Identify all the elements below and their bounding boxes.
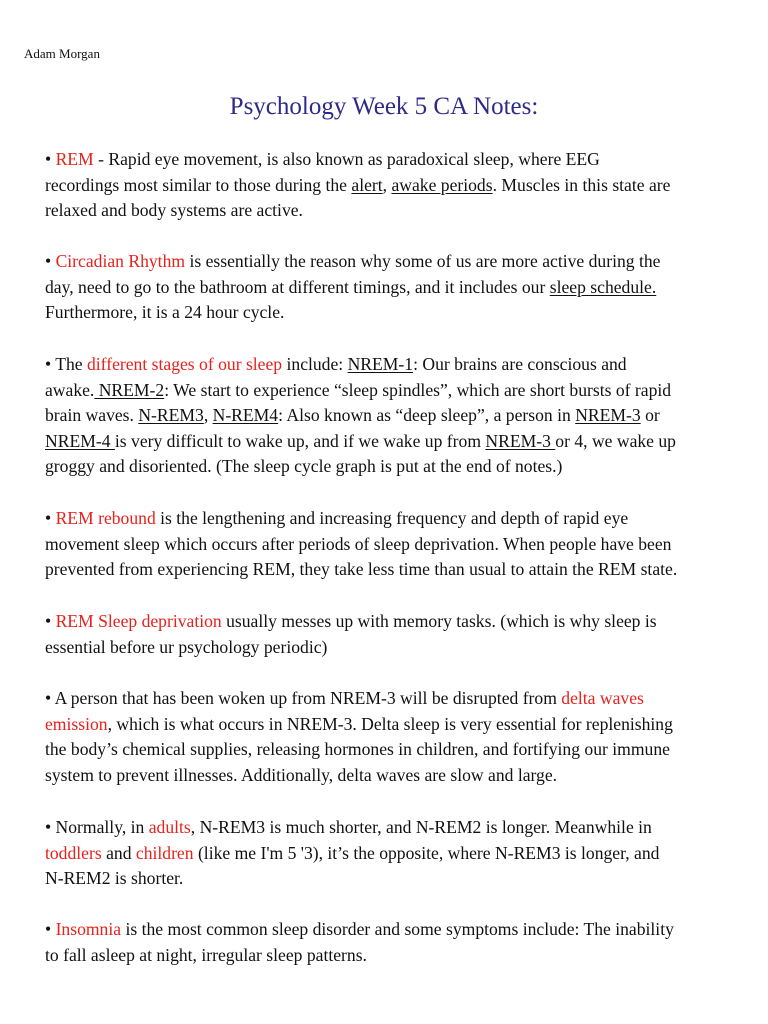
- text-run: groggy and disoriented. (The sleep cycle graph is put at the end of notes.): [45, 456, 563, 477]
- underlined-term: NREM-3: [575, 405, 641, 426]
- text-line: [45, 917, 735, 943]
- text-line: [45, 686, 735, 712]
- text-line: [45, 763, 735, 789]
- highlight-term: adults: [148, 817, 191, 837]
- underlined-term: NREM-4: [45, 430, 115, 451]
- text-line: [45, 173, 735, 199]
- highlight-term: toddlers: [45, 842, 102, 863]
- text-run: prevented from experiencing REM, they take less time than usual to attain the REM state.: [45, 559, 678, 580]
- text-run: or 4, we wake up: [555, 430, 676, 451]
- note-rem-rebound: [45, 506, 735, 583]
- text-line: [45, 866, 735, 892]
- text-line: [45, 147, 735, 173]
- text-run: (like me I'm 5 '3), it’s the opposite, where N-REM3 is longer, and: [193, 842, 660, 863]
- underlined-term: NREM-3: [485, 430, 556, 451]
- text-run: brain waves.: [45, 405, 139, 426]
- note-sleep-stages: [45, 352, 735, 480]
- text-run: •: [45, 919, 56, 939]
- underlined-term: sleep schedule.: [549, 276, 657, 297]
- text-run: and: [101, 842, 136, 863]
- note-delta-waves: [45, 686, 735, 788]
- text-run: is very difficult to wake up, and if we wake up from: [114, 430, 486, 451]
- highlight-term: emission: [45, 713, 108, 734]
- text-run: Furthermore, it is a 24 hour cycle.: [45, 302, 285, 323]
- text-run: essential before ur psychology periodic): [45, 636, 328, 657]
- text-line: [45, 712, 735, 738]
- underlined-term: N-REM3: [138, 405, 204, 426]
- underlined-term: awake periods: [391, 174, 493, 195]
- underlined-term: N-REM4: [212, 405, 279, 426]
- text-run: •: [45, 611, 56, 631]
- text-run: N-REM2 is shorter.: [45, 868, 184, 889]
- text-run: movement sleep which occurs after periods of sleep deprivation. When people have been: [45, 533, 672, 554]
- text-line: [45, 275, 735, 301]
- highlight-term: REM Sleep deprivation: [55, 611, 222, 631]
- text-run: , N-REM3 is much shorter, and N-REM2 is longer. Meanwhile in: [190, 817, 652, 837]
- text-run: ,: [203, 405, 213, 426]
- text-line: [45, 815, 735, 841]
- note-circadian-rhythm: [45, 249, 735, 326]
- text-run: the body’s chemical supplies, releasing hormones in children, and fortifying our immune: [45, 739, 670, 760]
- text-line: [45, 557, 735, 583]
- text-run: usually messes up with memory tasks. (which is why sleep is: [221, 611, 657, 631]
- text-line: [45, 841, 735, 867]
- text-line: [45, 737, 735, 763]
- text-line: [45, 609, 735, 635]
- text-run: - Rapid eye movement, is also known as paradoxical sleep, where EEG: [93, 149, 600, 169]
- highlight-term: Insomnia: [55, 919, 122, 939]
- text-run: • Normally, in: [45, 817, 149, 837]
- text-run: is the most common sleep disorder and some symptoms include: The inability: [121, 919, 674, 939]
- text-run: •: [45, 251, 56, 271]
- text-run: or: [640, 405, 660, 426]
- text-run: is the lengthening and increasing frequency and depth of rapid eye: [155, 508, 629, 528]
- text-run: , which is what occurs in NREM-3. Delta sleep is very essential for replenishing: [107, 713, 673, 734]
- text-run: recordings most similar to those during the: [45, 174, 352, 195]
- author-name: Adam Morgan: [24, 46, 100, 61]
- text-run: ,: [382, 174, 392, 195]
- text-line: [45, 506, 735, 532]
- highlight-term: REM: [55, 149, 94, 169]
- text-line: [45, 378, 735, 404]
- text-line: [45, 352, 735, 378]
- text-run: • A person that has been woken up from NREM-3 will be disrupted from: [45, 688, 562, 708]
- highlight-term: Circadian Rhythm: [55, 251, 186, 271]
- text-run: include:: [282, 354, 348, 374]
- underlined-term: alert: [351, 174, 383, 195]
- text-run: •: [45, 149, 56, 169]
- text-line: [45, 635, 735, 661]
- text-run: : We start to experience “sleep spindles”, which are short bursts of rapid: [164, 379, 672, 400]
- text-line: [45, 403, 735, 429]
- underlined-term: NREM-1: [347, 354, 414, 374]
- highlight-term: REM rebound: [55, 508, 156, 528]
- text-line: [45, 300, 735, 326]
- note-rem: [45, 147, 735, 224]
- text-run: relaxed and body systems are active.: [45, 200, 303, 221]
- text-run: : Our brains are conscious and: [413, 354, 627, 374]
- text-run: • The: [45, 354, 87, 374]
- highlight-term: children: [135, 842, 194, 863]
- text-line: [45, 532, 735, 558]
- text-run: is essentially the reason why some of us are more active during the: [185, 251, 661, 271]
- text-line: [45, 249, 735, 275]
- note-adults-vs-children: [45, 815, 735, 892]
- text-run: day, need to go to the bathroom at different timings, and it includes our: [45, 276, 550, 297]
- text-line: [45, 454, 735, 480]
- text-run: system to prevent illnesses. Additionally, delta waves are slow and large.: [45, 764, 558, 785]
- text-run: to fall asleep at night, irregular sleep patterns.: [45, 944, 367, 965]
- text-run: •: [45, 508, 56, 528]
- underlined-term: NREM-2: [94, 379, 165, 400]
- highlight-term: delta waves: [561, 688, 644, 708]
- highlight-term: different stages of our sleep: [87, 354, 283, 374]
- note-insomnia: [45, 917, 735, 968]
- page-title: Psychology Week 5 CA Notes:: [229, 93, 539, 120]
- text-line: [45, 198, 735, 224]
- text-line: [45, 943, 735, 969]
- note-rem-deprivation: [45, 609, 735, 660]
- text-run: awake.: [45, 379, 95, 400]
- text-line: [45, 429, 735, 455]
- text-run: . Muscles in this state are: [492, 174, 671, 195]
- text-run: : Also known as “deep sleep”, a person in: [278, 405, 576, 426]
